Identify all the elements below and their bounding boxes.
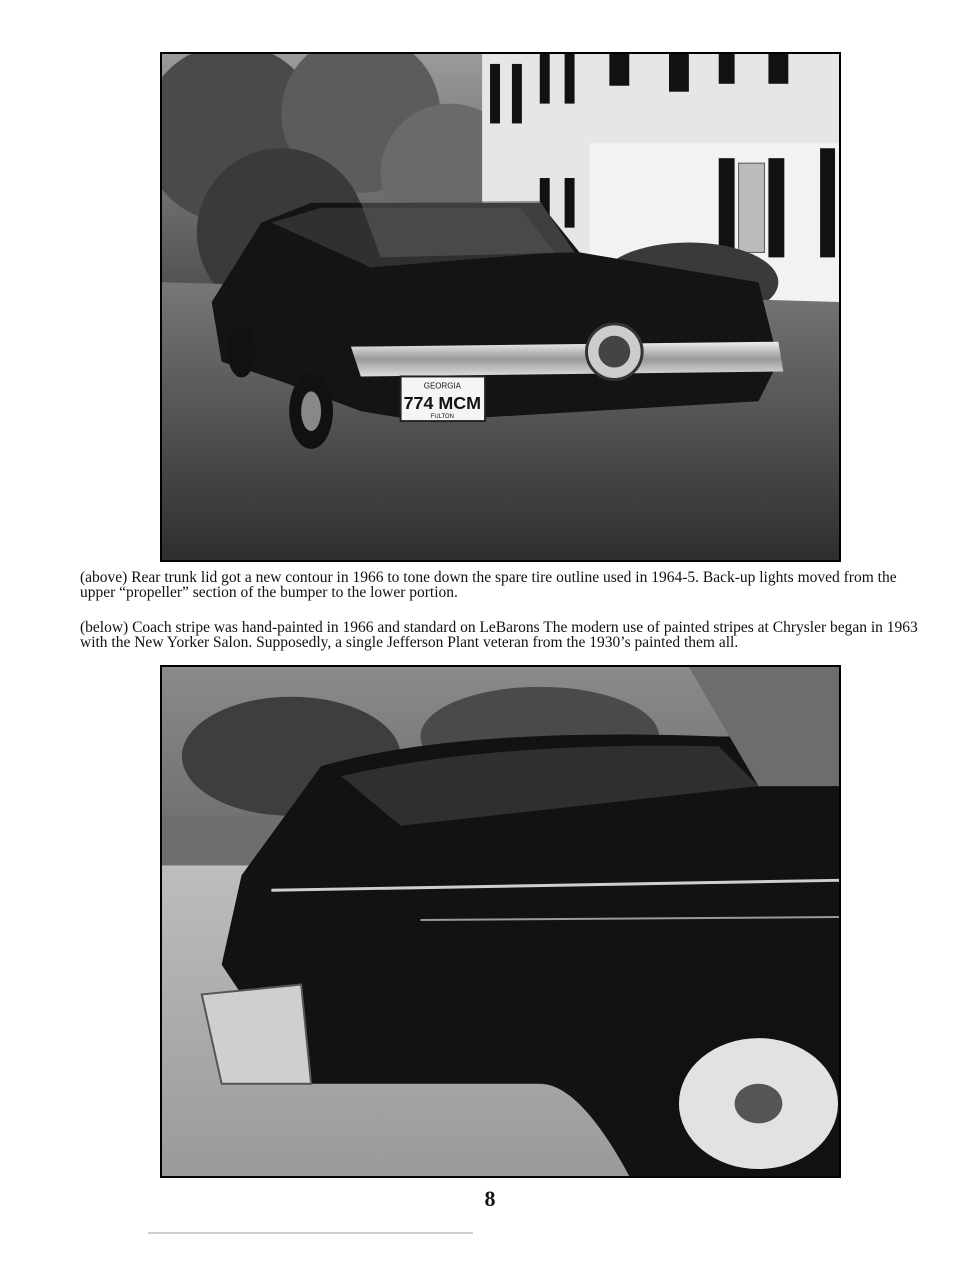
- top-photo-image: [162, 54, 839, 560]
- top-photo: [160, 52, 841, 562]
- plate-state: GEORGIA: [423, 381, 461, 391]
- caption-below: (below) Coach stripe was hand-painted in 1966 and standard on LeBarons The modern use of painted stripes at Chrysler began in 1963 with the New Yorker Salon. Supposedly, a single Jefferson Plant veteran from the 1930’s painted them all.: [80, 619, 918, 651]
- page-number: 8: [484, 1186, 496, 1211]
- plate-county: FULTON: [430, 414, 454, 421]
- footer-divider: [148, 1232, 473, 1234]
- bottom-photo-image: [162, 667, 839, 1176]
- caption-above: (above) Rear trunk lid got a new contour in 1966 to tone down the spare tire outline used in 1964-5. Back-up lights moved from the upper “propeller” section of the bumper to the lower portion.: [80, 569, 897, 601]
- bottom-photo: [160, 665, 841, 1178]
- plate-number: 774 MCM: [403, 393, 482, 414]
